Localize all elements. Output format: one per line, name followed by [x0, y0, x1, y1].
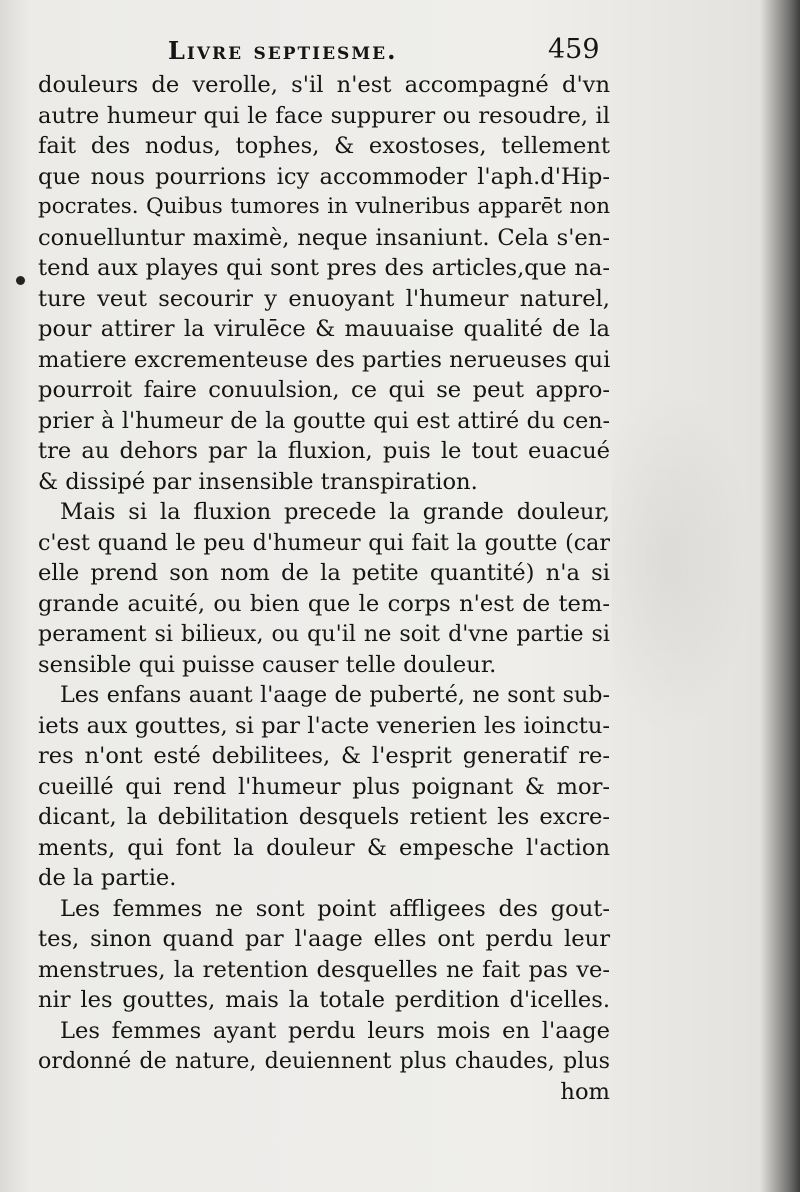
text-line: dicant, la debilitation desquels retient les excre- — [38, 804, 610, 830]
text-line: menstrues, la retention desquelles ne fait pas ve- — [38, 956, 610, 983]
text-line: pour attirer la virulēce & mauuaise qualité de la — [38, 316, 610, 342]
paragraph-first-line: Mais si la fluxion precede la grande douleur, — [60, 499, 610, 525]
page-header — [40, 34, 610, 74]
text-line: ments, qui font la douleur & empesche l'action — [38, 834, 610, 861]
body-text — [38, 70, 610, 1107]
show-through-bleed — [612, 380, 752, 740]
text-line: tre au dehors par la fluxion, puis le tout euacué — [38, 438, 610, 464]
paragraph-first-line: Les enfans auant l'aage de puberté, ne sont sub- — [60, 682, 610, 708]
text-line: nir les gouttes, mais la totale perdition d'icelles. — [38, 987, 610, 1013]
text-line: autre humeur qui le face suppurer ou resoudre, il — [38, 102, 610, 129]
text-line: sensible qui puisse causer telle douleur. — [38, 651, 497, 678]
text-line: matiere excrementeuse des parties nerueuses qui — [38, 346, 611, 373]
paragraph-first-line: Les femmes ayant perdu leurs mois en l'aage — [60, 1017, 610, 1044]
text-line: ordonné de nature, deuiennent plus chaudes, plus — [38, 1048, 610, 1074]
margin-dot-mark — [16, 276, 25, 285]
text-line: elle prend son nom de la petite quantité) n'a si — [38, 560, 610, 586]
text-line: iets aux gouttes, si par l'acte venerien les ioinctu- — [38, 712, 610, 739]
text-line: pocrates. Quibus tumores in vulneribus apparēt non — [38, 194, 610, 219]
text-line: res n'ont esté debilitees, & l'esprit generatif re- — [38, 743, 610, 769]
text-line: prier à l'humeur de la goutte qui est attiré du cen- — [38, 407, 610, 434]
running-head: Livre septiesme. — [168, 36, 398, 65]
text-line: c'est quand le peu d'humeur qui fait la goutte (car — [38, 529, 610, 556]
text-line: que nous pourrions icy accommoder l'aph.d'Hip- — [38, 163, 610, 190]
text-line: de la partie. — [38, 865, 177, 891]
text-line: perament si bilieux, ou qu'il ne soit d'vne partie si — [38, 621, 610, 647]
text-line: cueillé qui rend l'humeur plus poignant & mor- — [38, 773, 610, 800]
text-line: douleurs de verolle, s'il n'est accompagné d'vn — [38, 72, 610, 98]
text-line: fait des nodus, tophes, & exostoses, tellement — [38, 133, 610, 159]
text-line: ture veut secourir y enuoyant l'humeur naturel, — [38, 285, 610, 312]
text-line: tend aux playes qui sont pres des articles,que na- — [38, 255, 610, 281]
text-line: conuelluntur maximè, neque insaniunt. Cela s'en- — [38, 224, 610, 251]
catchword: hom — [560, 1078, 610, 1105]
text-line: pourroit faire conuulsion, ce qui se peut appro- — [38, 377, 610, 403]
text-line: tes, sinon quand par l'aage elles ont perdu leur — [38, 926, 610, 952]
page-number: 459 — [548, 34, 600, 65]
paragraph-first-line: Les femmes ne sont point affligees des gout- — [60, 895, 610, 922]
text-line: & dissipé par insensible transpiration. — [38, 468, 478, 495]
text-line: grande acuité, ou bien que le corps n'est de tem- — [38, 590, 610, 617]
